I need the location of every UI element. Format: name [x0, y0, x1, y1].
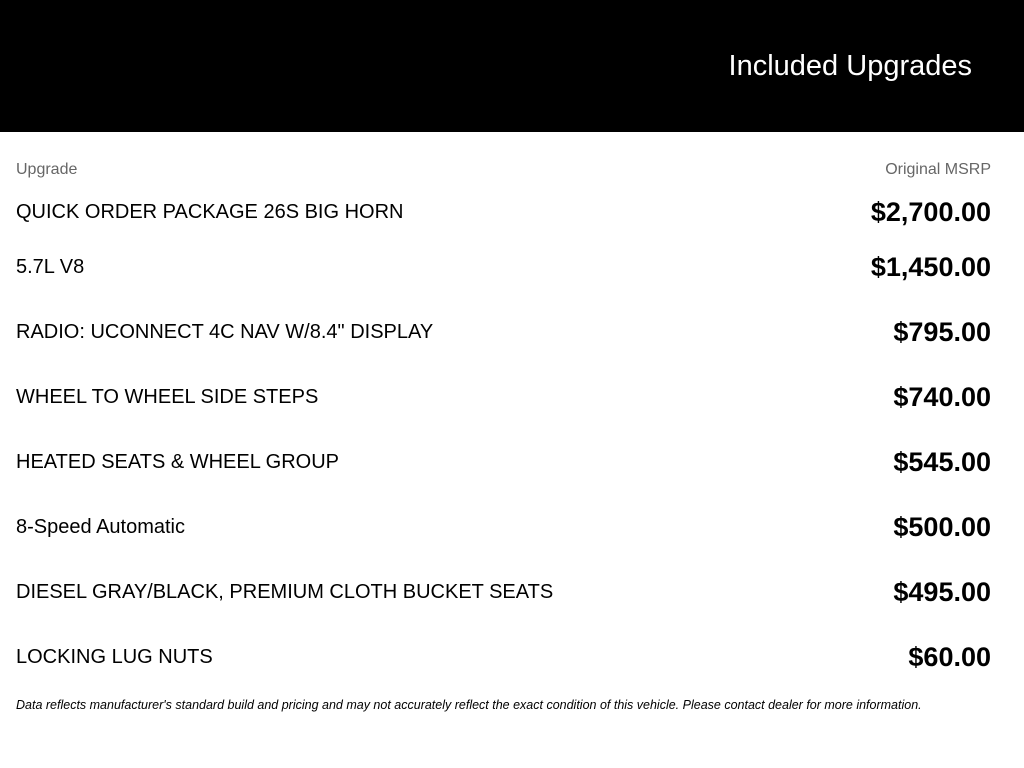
upgrade-price: $1,450.00: [870, 252, 991, 282]
upgrade-price: $60.00: [908, 642, 991, 672]
upgrade-price: $2,700.00: [870, 196, 991, 227]
upgrade-price: $740.00: [893, 382, 991, 412]
upgrade-price: $545.00: [893, 447, 991, 477]
upgrade-price: $495.00: [893, 577, 991, 607]
upgrade-name: DIESEL GRAY/BLACK, PREMIUM CLOTH BUCKET SEATS: [16, 581, 554, 603]
upgrade-name: WHEEL TO WHEEL SIDE STEPS: [16, 386, 319, 408]
upgrade-price: $500.00: [893, 512, 991, 542]
table-row: [16, 365, 991, 430]
table-row: [16, 625, 991, 690]
column-header-upgrade: Upgrade: [16, 161, 78, 178]
upgrade-name: QUICK ORDER PACKAGE 26S BIG HORN: [16, 200, 404, 223]
table-row: [16, 189, 991, 235]
upgrade-name: 8-Speed Automatic: [16, 516, 185, 538]
upgrade-name: HEATED SEATS & WHEEL GROUP: [16, 451, 340, 473]
upgrade-name: RADIO: UCONNECT 4C NAV W/8.4" DISPLAY: [16, 321, 434, 343]
table-row: [16, 300, 991, 365]
table-row: [16, 430, 991, 495]
header-banner: [0, 0, 1024, 132]
table-header: [16, 151, 991, 189]
table-row: [16, 235, 991, 300]
upgrade-price: $795.00: [893, 317, 991, 347]
upgrades-list: [16, 189, 991, 690]
table-row: [16, 560, 991, 625]
disclaimer-text: Data reflects manufacturer's standard build and pricing and may not accurately reflect the exact condition of this vehicle. Please contact dealer for more information.: [16, 698, 922, 712]
table-row: [16, 495, 991, 560]
upgrade-name: 5.7L V8: [16, 256, 85, 278]
upgrades-panel: [0, 151, 1024, 712]
column-header-msrp: Original MSRP: [885, 161, 991, 178]
page-title: Included Upgrades: [728, 50, 972, 82]
upgrade-name: LOCKING LUG NUTS: [16, 646, 213, 668]
